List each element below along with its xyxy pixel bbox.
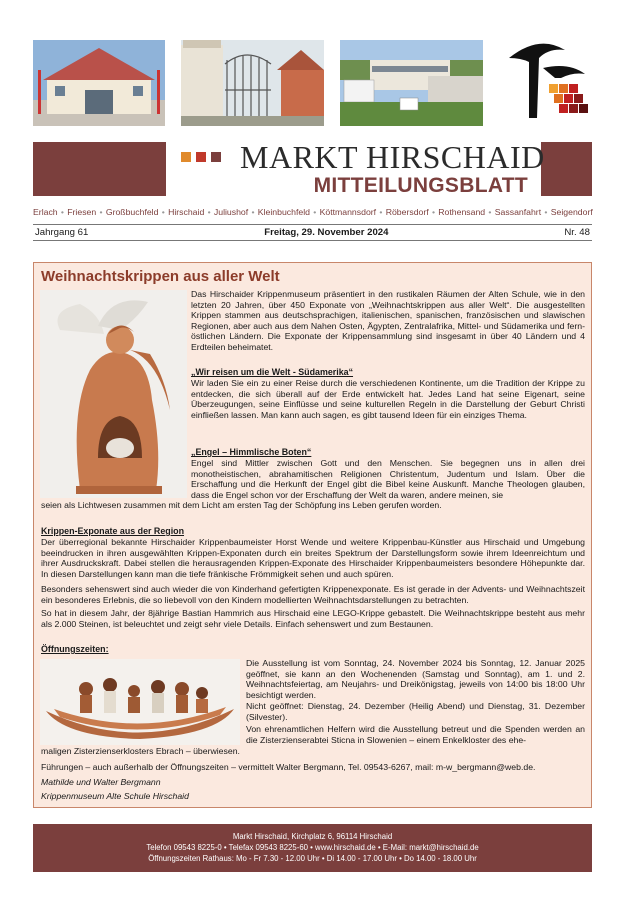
masthead-squares [181, 152, 221, 162]
town-name: Erlach [33, 207, 58, 217]
town-separator: • [379, 207, 383, 217]
section-text-region-3: So hat in diesem Jahr, der 8jährige Bastian Hammrich aus Hirschaid eine LEGO-Krippe gebastelt. Die Weihnachtskrippe besteht aus mehr als 2.000 Steinen, ist beleuchtet und zeigt sehr viele Details. Einfach sehenswert und zum Bestaunen. [41, 608, 585, 629]
masthead-color-block-right [541, 142, 592, 196]
town-name: Köttmannsdorf [319, 207, 377, 217]
issue-date: Freitag, 29. November 2024 [264, 227, 389, 238]
donation-text-continued: maligen Zisterzienserklosters Ebrach – überwiesen. [41, 746, 240, 756]
school-buildings-photo [340, 40, 483, 126]
signature-museum: Krippenmuseum Alte Schule Hirschaid [41, 791, 189, 801]
town-name: Großbuchfeld [105, 207, 159, 217]
town-separator: • [207, 207, 211, 217]
section-text-angels-continued: seien als Lichtwesen zusammen mit dem Licht am ersten Tag der Schöpfung ins Leben gerufen worden. [41, 500, 442, 510]
town-separator: • [488, 207, 492, 217]
section-heading-region: Krippen-Exponate aus der Region [41, 526, 185, 536]
masthead-title: MARKT HIRSCHAID [240, 139, 545, 175]
signature-names: Mathilde und Walter Bergmann [41, 777, 161, 787]
town-name: Juliushof [213, 207, 249, 217]
town-separator: • [251, 207, 255, 217]
section-text-south-america: Wir laden Sie ein zu einer Reise durch die verschiedenen Kontinente, um die Tradition der Krippe zu entdecken, die sich überall auf der Erde entwickelt hat. Jedes Land hat seine Eigenart, seine Überzeugungen, seine Einflüsse und seine kulturellen Regeln in die Darstellung der Geburt Christi einfließen lassen. Man kann auch sagen, es gibt tausend Ideen für ein einziges Thema. [191, 378, 585, 420]
section-text-region-1: Der überregional bekannte Hirschaider Krippenbaumeister Horst Wende und weitere Krippenbau-Künstler aus Hirschaid und Umgebung beeindrucken in ihren ausgewählten Krippen-Exponaten durch ein breites Spektrum der Darstellungsform sowie ihrem Ideenreichtum und ihrer Ausdruckskraft. Dabei stellen die herausragenden Krippen-Exponate des Hirschaider Krippenbaumeisters besondere Höhepunkte dar. In diesen Darstellungen kann man die tiefe fränkische Frömmigkeit sehen und auch spüren. [41, 537, 585, 579]
section-text-region-2: Besonders sehenswert sind auch wieder die von Kinderhand gefertigten Krippenexponate. Es ist gerade in der Advents- und Weihnachtszeit ein besonderes Erlebnis, die so liebevoll von den Kindern modellierten Weihnachtsdarstellungen zu betrachten. [41, 584, 585, 605]
town-name: Sassanfahrt [494, 207, 542, 217]
section-text-angels: Engel sind Mittler zwischen Gott und den Menschen. Sie begegnen uns in allen drei monotheistischen, abrahamitischen Religionen Christentum, Judentum und Islam. Über die Erschaffung und die Herkunft der Engel gibt die Bibel keine Auskunft. Manche Theologen glauben, dass die Engel schon vor der Erschaffung der Welt da waren, andere meinen, sie [191, 458, 585, 500]
footer [33, 824, 592, 872]
town-name: Seigendorf [550, 207, 593, 217]
section-heading-south-america: „Wir reisen um die Welt - Südamerika“ [191, 367, 354, 377]
town-separator: • [161, 207, 165, 217]
footer-hours: Öffnungszeiten Rathaus: Mo - Fr 7.30 - 12.00 Uhr • Di 14.00 - 17.00 Uhr • Do 14.00 - 18.00 Uhr [148, 854, 477, 863]
closed-days-text: Nicht geöffnet: Dienstag, 24. Dezember (Heilig Abend) und Dienstag, 31. Dezember (Silvester). [246, 701, 585, 722]
hirschaid-logo-icon [499, 38, 591, 128]
town-name: Röbersdorf [385, 207, 429, 217]
town-separator: • [313, 207, 317, 217]
issue-number: Nr. 48 [564, 227, 590, 238]
square-brown [211, 152, 221, 162]
footer-address: Markt Hirschaid, Kirchplatz 6, 96114 Hirschaid [232, 832, 393, 841]
donation-text: Von ehrenamtlichen Helfern wird die Ausstellung betreut und die Spenden werden an die Zisterzienserabtei Sticna in Slowenien – einem Enkelkloster des ehe- [246, 724, 585, 745]
town-separator: • [431, 207, 435, 217]
square-red [196, 152, 206, 162]
town-name: Rothensand [438, 207, 486, 217]
clay-nativity-boat-photo [40, 659, 240, 745]
section-heading-opening-hours: Öffnungszeiten: [41, 644, 109, 654]
gate-photo [181, 40, 324, 126]
masthead-subtitle: MITTEILUNGSBLATT [313, 174, 528, 197]
section-heading-angels: „Engel – Himmlische Boten“ [191, 447, 312, 457]
town-name: Hirschaid [168, 207, 205, 217]
town-name: Friesen [67, 207, 97, 217]
article-intro: Das Hirschaider Krippenmuseum präsentiert in den rustikalen Räumen der Alten Schule, wie in den letzten 20 Jahren, über 450 Exponate von „Weihnachtskrippen aus aller Welt“. Die ausgestellten Krippen stammen aus deutschsprachigen, italienischen, spanischen, französischen und slawischen Regionen, aber auch aus dem Nahen Osten, Ägypten, Zentralafrika, Mittel- und Südamerika und fern-östlichen Ländern. Die Exponate der Krippensammlung sind insgesamt in über 40 Ländern und 4 Erdteilen beheimatet. [191, 289, 585, 352]
town-name: Kleinbuchfeld [257, 207, 310, 217]
opening-hours-text: Die Ausstellung ist vom Sonntag, 24. November 2024 bis Sonntag, 12. Januar 2025 geöffnet, sie kann an den Wochenenden (Samstag und Sonntag), am 1. und 2. Weihnachtsfeiertag, am Neujahrs- und Dreikönigstag, jeweils von 14:00 bis 18:00 Uhr besichtigt werden. [246, 658, 585, 700]
issue-volume: Jahrgang 61 [35, 227, 89, 238]
issue-bar [33, 224, 592, 241]
town-separator: • [60, 207, 64, 217]
square-orange [181, 152, 191, 162]
footer-contact: Telefon 09543 8225-0 • Telefax 09543 8225-60 • www.hirschaid.de • E-Mail: markt@hirschaid.de [146, 843, 479, 852]
clay-angel-nativity-photo [40, 290, 187, 498]
tours-text: Führungen – auch außerhalb der Öffnungszeiten – vermittelt Walter Bergmann, Tel. 09543-6267, mail: m-w_bergmann@web.de. [41, 762, 536, 772]
town-separator: • [544, 207, 548, 217]
town-separator: • [99, 207, 103, 217]
article-box [33, 262, 592, 808]
town-list [33, 207, 593, 217]
town-hall-photo [33, 40, 165, 126]
masthead-color-block-left [33, 142, 166, 196]
article-title: Weihnachtskrippen aus aller Welt [41, 268, 280, 285]
